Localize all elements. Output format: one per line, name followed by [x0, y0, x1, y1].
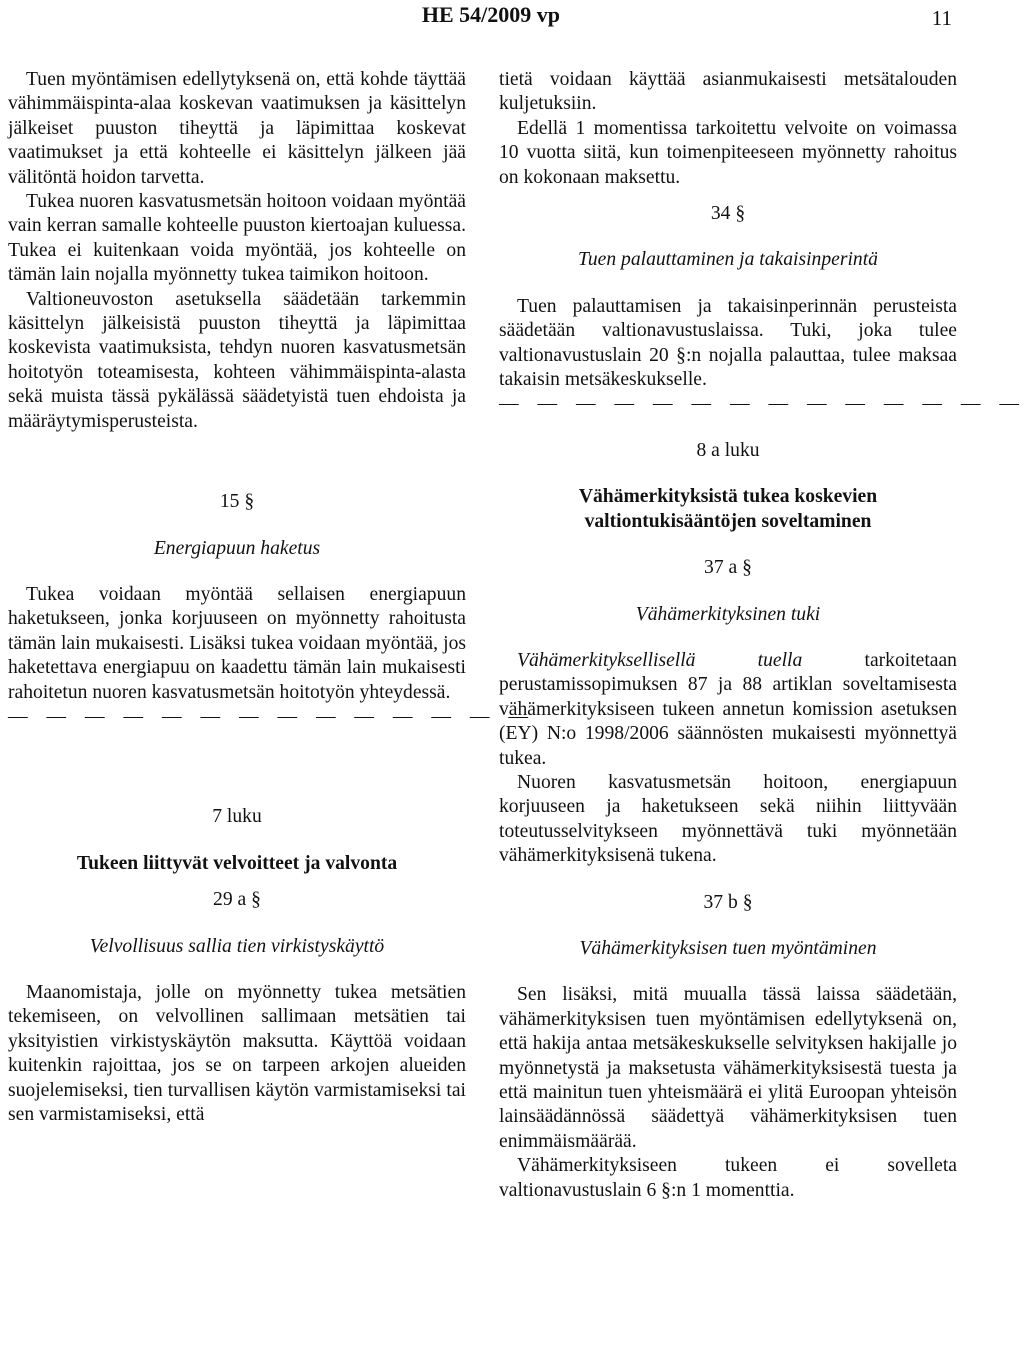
defined-term: Vähämerkityksellisellä tuella [517, 649, 803, 671]
paragraph: Valtioneuvoston asetuksella säädetään tarkemmin käsittelyn jälkeisistä puuston tiheyttä ja läpimittaa koskevista vaatimuksista, tehdyn nuoren kasvatusmetsän hoitotyön toteamisesta, kohteen vähimmäispinta-alasta sekä muista tässä pykälässä säädetyistä tuen ehdoista ja määräytymisperusteista. [8, 288, 466, 432]
paragraph-text: tarkoitetaan perustamissopimuksen 87 ja 88 artiklan soveltamisesta vähämerkityksiseen tukeen annetun komission asetuksen (EY) N:o 1998/2006 säännösten mukaisesti myönnettyä tukea. [499, 649, 957, 769]
paragraph: Vähämerkityksiseen tukeen ei sovelleta valtionavustuslain 6 §:n 1 momenttia. [499, 1155, 957, 1201]
section-title: Energiapuun haketus [153, 537, 321, 559]
paragraph: Tukea voidaan myöntää sellaisen energiapuun haketukseen, jonka korjuuseen on myönnetty rahoitusta tämän lain mukaisesti. Lisäksi tukea voidaan myöntää, jos haketettava energiapuu on kaadettu tämän lain mukaisesti rahoitetun nuoren kasvatusmetsän hoitotyön yhteydessä. [8, 583, 466, 703]
separator-dashes: — — — — — — — — — — — — — — [8, 705, 535, 727]
right-column [499, 68, 1026, 1203]
section-title: Vähämerkityksisen tuen myöntäminen [579, 937, 877, 959]
paragraph: Edellä 1 momentissa tarkoitettu velvoite on voimassa 10 vuotta siitä, kun toimenpiteeseen myönnetty rahoitus on kokonaan maksettu. [499, 117, 957, 188]
paragraph: Tuen myöntämisen edellytyksenä on, että kohde täyttää vähimmäispinta-alaa koskevan vaatimuksen ja käsittelyn jälkeiset puuston tiheyttä ja läpimittaa koskevat vaatimukset ja että kohteelle ei käsittelyn jälkeen jää välitöntä hoidon tarvetta. [8, 69, 466, 188]
left-column [8, 68, 535, 1127]
section-number: 29 a § [213, 889, 261, 911]
section-title: Vähämerkityksinen tuki [635, 603, 821, 625]
chapter-title: Vähämerkityksistä tukea koskevien valtiontukisääntöjen soveltaminen [578, 486, 878, 532]
section-title: Tuen palauttaminen ja takaisinperintä [578, 249, 878, 271]
page-header [0, 0, 960, 34]
chapter-number: 8 a luku [696, 439, 760, 461]
paragraph: Maanomistaja, jolle on myönnetty tukea metsätien tekemiseen, on velvollinen sallimaan metsätien tai yksityistien virkistyskäytön maksutta. Käyttöä voidaan kuitenkin rajoittaa, jos se on tarpeen arkojen alueiden suojelemiseksi, tien turvallisen käytön varmistamiseksi tai sen varmistamiseksi, että [8, 981, 466, 1125]
document-id: HE 54/2009 vp [421, 2, 560, 27]
paragraph: Tukea nuoren kasvatusmetsän hoitoon voidaan myöntää vain kerran samalle kohteelle puuston kiertoajan kuluessa. Tukea ei kuitenkaan voida myöntää, jos kohteelle on tämän lain nojalla myönnetty tukea taimikon hoitoon. [8, 191, 466, 286]
chapter-number: 7 luku [212, 806, 262, 828]
separator-dashes: — — — — — — — — — — — — — — [499, 393, 1026, 415]
page-number: 11 [931, 6, 952, 30]
section-number: 37 b § [703, 891, 753, 913]
chapter-title: Tukeen liittyvät velvoitteet ja valvonta [76, 852, 398, 874]
section-number: 15 § [219, 491, 255, 513]
section-number: 34 § [710, 203, 746, 225]
paragraph: Tuen palauttamisen ja takaisinperinnän perusteista säädetään valtionavustuslaissa. Tuki, joka tulee valtionavustuslain 20 §:n nojalla palauttaa, tulee maksaa takaisin metsäkeskukselle. [499, 295, 957, 391]
section-title: Velvollisuus sallia tien virkistyskäyttö [89, 935, 385, 957]
paragraph: Sen lisäksi, mitä muualla tässä laissa säädetään, vähämerkityksisen tuen myöntämisen edellytyksenä on, että hakija antaa metsäkeskukselle selvityksen hakijalle jo myönnetystä ja maksetusta vähämerkityksisestä tuesta ja että mainitun tuen yhteismäärä ei ylitä Euroopan yhteisön lainsäädännössä säädettyä vähämerkityksisen tuen enimmäismäärää. [499, 984, 957, 1152]
paragraph [499, 649, 957, 771]
paragraph: Nuoren kasvatusmetsän hoitoon, energiapuun korjuuseen ja haketukseen sekä niihin liittyvään toteutusselvitykseen myönnettävä tuki myönnetään vähämerkityksisenä tukena. [499, 771, 957, 867]
paragraph: tietä voidaan käyttää asianmukaisesti metsätalouden kuljetuksiin. [499, 69, 957, 115]
section-number: 37 a § [704, 557, 752, 579]
